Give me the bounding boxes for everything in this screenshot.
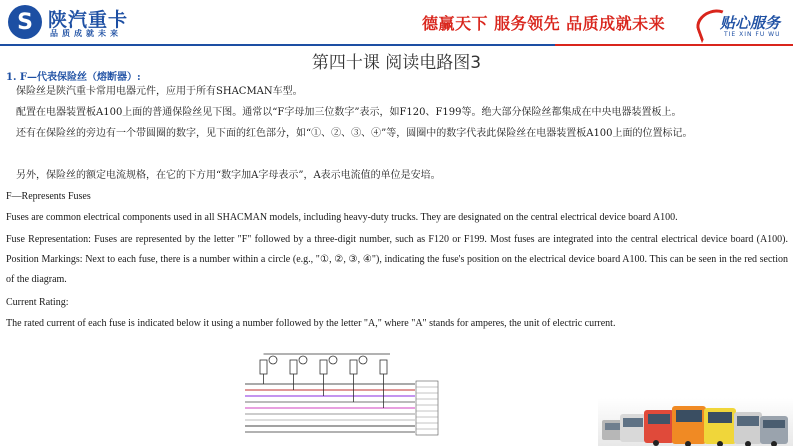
en-paragraph: Fuse Representation: Fuses are represented by the letter "F" followed by a three-digit number, such as F120 or F199. Most fuses are integrated into the central electrical device board (A100). Position Markings: Next to each fuse, there is a number within a circle (e.g., "①, ②, ③, ④"), indicating the fuse's position on the electrical device board A100. This can be seen in the red section of the diagram. [6,234,788,285]
page-title: 第四十课 阅读电路图3 [311,53,482,73]
cn-paragraph: 还有在保险丝的旁边有一个带圆圈的数字，见下面的红色部分，如“①、②、③、④”等，圆圈中的数字代表此保险丝在电器装置板A100上面的位置标记。 [16,128,693,139]
cn-paragraph: 配置在电器装置板A100上面的普通保险丝见下图。通常以“F字母加三位数字”表示，如F120、F199等。绝大部分保险丝都集成在中央电器装置板上。 [16,107,682,118]
brand-name: 陕汽重卡 [48,9,129,31]
cn-paragraph: 另外，保险丝的额定电流规格，在它的下方用“数字加A字母表示”，A表示电流值的单位是安培。 [16,170,441,181]
service-subtitle: TIE XIN FU WU [724,31,781,38]
brand-subtitle: 品质成就未来 [50,29,122,38]
header-divider [0,44,793,46]
cn-paragraph: 保险丝是陕汽重卡常用电器元件，应用于所有SHACMAN车型。 [16,86,303,97]
section-heading: 1. F—代表保险丝（熔断器）: [6,72,141,83]
en-heading: F—Represents Fuses [6,191,91,202]
shacman-logo [8,5,168,39]
service-name: 贴心服务 [720,14,781,32]
fuse-circuit-diagram [240,352,440,442]
page-header [0,0,793,44]
service-logo [694,4,788,42]
en-paragraph: The rated current of each fuse is indicated below it using a number followed by the letter "A," where "A" stands for amperes, the unit of electric current. [6,318,616,329]
en-subheading: Current Rating: [6,297,69,308]
shacman-emblem-icon: S [8,5,42,39]
en-paragraph: Fuses are common electrical components used in all SHACMAN models, including heavy-duty trucks. They are designated on the central electrical device board A100. [6,212,678,223]
header-slogan: 德赢天下 服务领先 品质成就未来 [422,14,666,33]
truck-lineup-image [598,398,793,446]
